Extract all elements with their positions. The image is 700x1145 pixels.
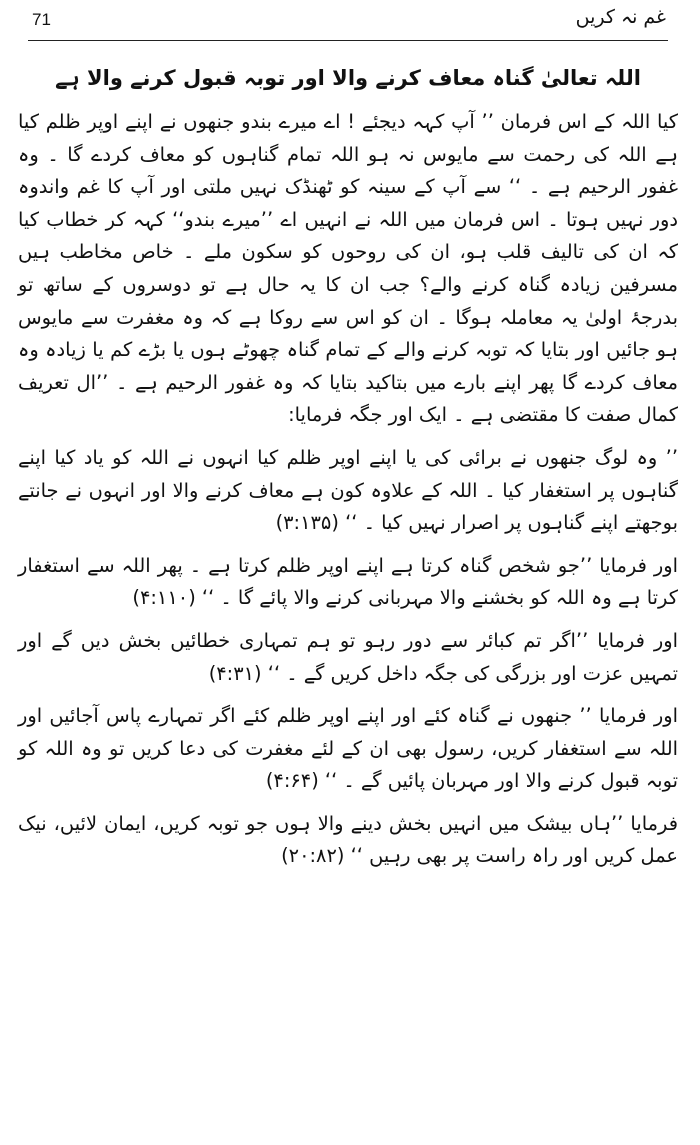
paragraph-intro: کیا اللہ کے اس فرمان ’’ آپ کہہ دیجئے ! اے میرے بندو جنھوں نے اپنے اوپر ظلم کیا ہے اللہ کی رحمت سے مایوس نہ ہو اللہ تمام گناہوں کو معاف کردے گا ۔ وہ غفور الرحیم ہے ۔ ‘‘ سے آپ کے سینہ کو ٹھنڈک نہیں ملتی اور آپ کا غم واندوہ دور نہیں ہوتا ۔ اس فرمان میں اللہ نے انہیں اے ’’میرے بندو‘‘ کہہ کر خطاب کیا کہ ان کی تالیف قلب ہو، ان کی روحوں کو سکون ملے ۔ خاص مخاطب ہیں مسرفین زیادہ گناہ کرنے والے؟ جب ان کا یہ حال ہے تو دوسروں کے ساتھ تو بدرجۂ اولیٰ یہ معاملہ ہوگا ۔ ان کو اس سے روکا ہے کہ وہ مغفرت سے مایوس ہو جائیں اور بتایا کہ توبہ کرنے والے کے تمام گناہ چھوٹے ہوں یا بڑے کم یا زیادہ وہ معاف کردے گا پھر اپنے بارے میں بتاکید بتایا کہ وہ غفور الرحیم ہے ۔ ’’ال تعریف کمال صفت کا مقتضی ہے ۔ ایک اور جگہ فرمایا: (18, 110, 678, 427)
paragraph-quote-20-82: فرمایا ’’ہاں بیشک میں انہیں بخش دینے والا ہوں جو توبہ کریں، ایمان لائیں، نیک عمل کریں اور راہ راست پر بھی رہیں ‘‘ (۲۰:۸۲) (18, 811, 678, 868)
section-title: اللہ تعالیٰ گناہ معاف کرنے والا اور توبہ قبول کرنے والا ہے (55, 66, 641, 90)
paragraph-quote-3-135: ’’ وہ لوگ جنھوں نے برائی کی یا اپنے اوپر ظلم کیا انہوں نے اللہ کو یاد کیا اپنے گناہوں پر استغفار کیا ۔ اللہ کے علاوہ کون ہے معاف کرنے والا اور انہوں نے جانتے بوجھتے اپنے گناہوں پر اصرار نہیں کیا ۔ ‘‘ (۳:۱۳۵) (18, 445, 678, 535)
paragraph-quote-4-64: اور فرمایا ’’ جنھوں نے گناہ کئے اور اپنے اوپر ظلم کئے اگر تمہارے پاس آجائیں اور اللہ سے استغفار کریں، رسول بھی ان کے لئے مغفرت کی دعا کریں تو وہ اللہ کو توبہ قبول کرنے والا اور مہربان پائیں گے ۔ ‘‘ (۴:۶۴) (18, 704, 678, 793)
running-head: غم نہ کریں (575, 6, 666, 28)
paragraph-quote-4-110: اور فرمایا ’’جو شخص گناہ کرتا ہے اپنے اوپر ظلم کرتا ہے ۔ پھر اللہ سے استغفار کرتا ہے وہ اللہ کو بخشنے والا مہربانی کرنے والا پائے گا ۔ ‘‘ (۴:۱۱۰) (18, 553, 678, 610)
header-rule (28, 40, 668, 41)
page-number: 71 (32, 10, 51, 29)
paragraph-quote-4-31: اور فرمایا ’’اگر تم کبائر سے دور رہو تو ہم تمہاری خطائیں بخش دیں گے اور تمہیں عزت اور بزرگی کی جگہ داخل کریں گے ۔ ‘‘ (۴:۳۱) (18, 628, 678, 685)
page-header (18, 0, 678, 40)
